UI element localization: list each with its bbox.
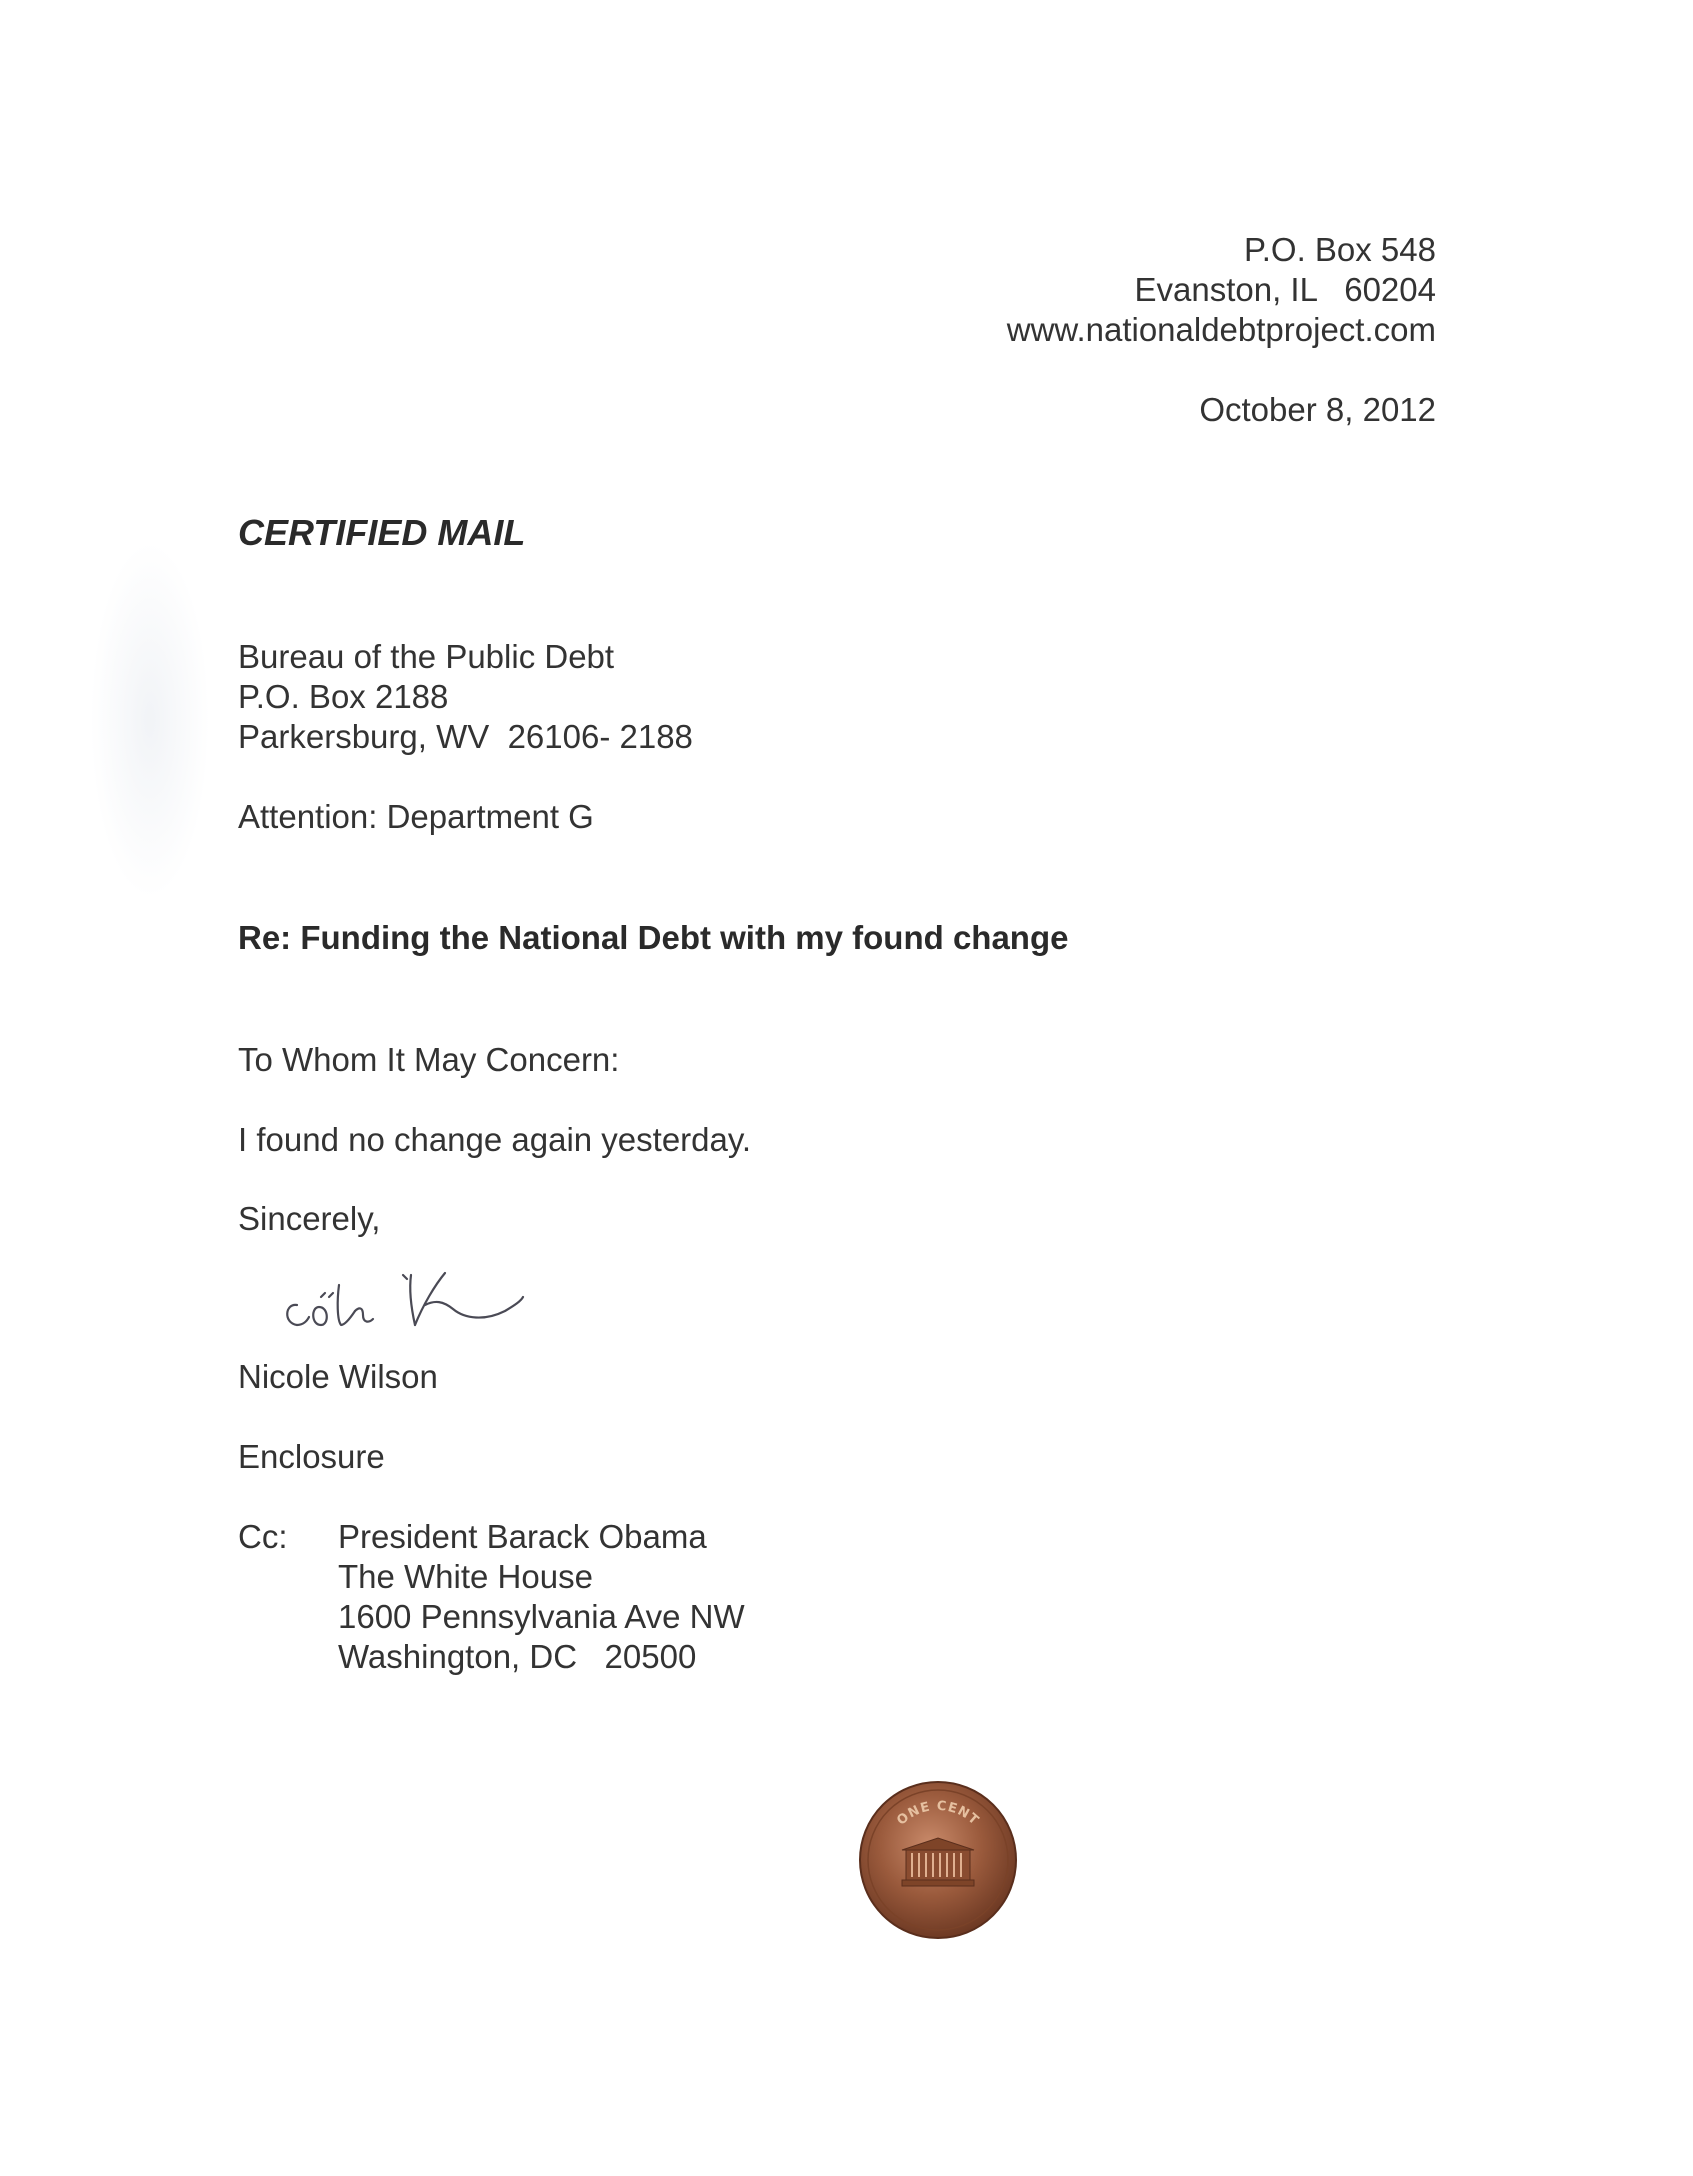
sender-address-block <box>1007 230 1436 430</box>
salutation: To Whom It May Concern: <box>238 1041 620 1078</box>
scan-shadow <box>90 540 210 900</box>
signer-name: Nicole Wilson <box>238 1358 438 1395</box>
certified-mail-notice: CERTIFIED MAIL <box>238 512 526 553</box>
cc-line: President Barack Obama <box>338 1518 707 1555</box>
handwritten-signature <box>275 1245 595 1335</box>
coin-inscription: ONE CENT <box>894 1798 982 1829</box>
recipient-name: Bureau of the Public Debt <box>238 638 615 675</box>
closing: Sincerely, <box>238 1200 381 1237</box>
cc-line: The White House <box>338 1558 593 1595</box>
enclosure-notation: Enclosure <box>238 1438 385 1475</box>
recipient-address-block <box>238 637 693 757</box>
cc-line: Washington, DC 20500 <box>338 1638 697 1675</box>
attention-line: Attention: Department G <box>238 798 594 835</box>
penny-coin <box>858 1780 1018 1940</box>
letter-date: October 8, 2012 <box>1199 391 1436 428</box>
sender-address-line1: P.O. Box 548 <box>1243 231 1436 268</box>
cc-address-block <box>338 1517 745 1677</box>
recipient-address-line1: P.O. Box 2188 <box>238 678 449 715</box>
cc-label: Cc: <box>238 1518 288 1555</box>
sender-website: www.nationaldebtproject.com <box>1006 311 1436 348</box>
recipient-address-line2: Parkersburg, WV 26106- 2188 <box>238 718 693 755</box>
sender-address-line2: Evanston, IL 60204 <box>1134 271 1436 308</box>
letter-body: I found no change again yesterday. <box>238 1121 752 1158</box>
subject-line: Re: Funding the National Debt with my found change <box>238 919 1069 956</box>
cc-line: 1600 Pennsylvania Ave NW <box>338 1598 745 1635</box>
